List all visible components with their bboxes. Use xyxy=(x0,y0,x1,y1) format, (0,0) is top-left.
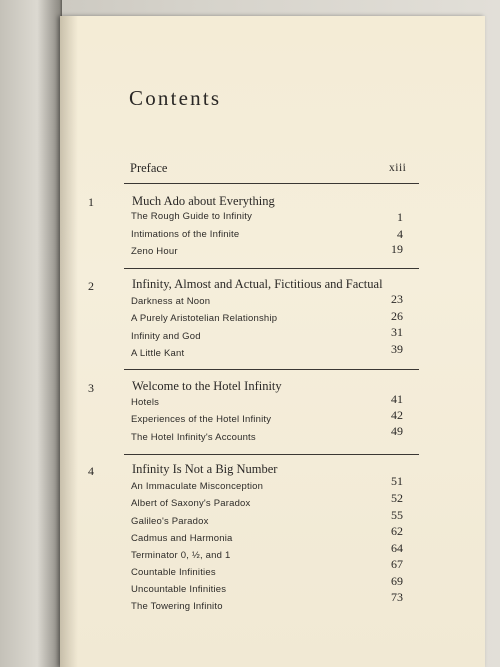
section-label: Darkness at Noon xyxy=(131,296,211,307)
section-label: Galileo's Paradox xyxy=(131,516,209,527)
section-label: Cadmus and Harmonia xyxy=(131,533,233,544)
section-page: 19 xyxy=(391,242,403,256)
section-page: 64 xyxy=(391,541,403,555)
section-label: The Rough Guide to Infinity xyxy=(131,211,253,222)
chapter-title: Infinity Is Not a Big Number xyxy=(132,462,278,476)
section-page: 42 xyxy=(391,408,403,422)
section-page: 39 xyxy=(391,342,403,356)
section-label: Experiences of the Hotel Infinity xyxy=(131,414,272,425)
section-label: Hotels xyxy=(131,397,160,408)
section-label: Uncountable Infinities xyxy=(131,584,227,595)
chapter-title: Infinity, Almost and Actual, Fictitious and Factual xyxy=(132,277,383,291)
section-label: Countable Infinities xyxy=(131,567,216,578)
chapter-title: Much Ado about Everything xyxy=(132,194,275,208)
chapter-number: 3 xyxy=(88,381,94,395)
section-page: 55 xyxy=(391,508,403,522)
chapter-number: 2 xyxy=(88,279,94,293)
chapter-divider-4 xyxy=(124,454,419,455)
section-label: An Immaculate Misconception xyxy=(131,481,264,492)
section-label: The Hotel Infinity's Accounts xyxy=(131,432,256,443)
section-page: 69 xyxy=(391,574,403,588)
section-page: 52 xyxy=(391,491,403,505)
section-page: 26 xyxy=(391,309,403,323)
section-page: 73 xyxy=(391,590,403,604)
preface-page-number: xiii xyxy=(389,162,407,174)
chapter-number: 4 xyxy=(88,464,94,478)
section-page: 23 xyxy=(391,292,403,306)
page-gutter-shadow xyxy=(60,16,78,667)
section-label: Terminator 0, ½, and 1 xyxy=(131,550,231,561)
facing-page-edge xyxy=(0,0,62,667)
section-page: 51 xyxy=(391,474,403,488)
section-page: 62 xyxy=(391,524,403,538)
chapter-divider-3 xyxy=(124,369,419,370)
section-label: A Little Kant xyxy=(131,348,185,359)
book-page xyxy=(60,16,485,667)
section-label: The Towering Infinito xyxy=(131,601,223,612)
chapter-title: Welcome to the Hotel Infinity xyxy=(132,379,282,393)
section-page: 49 xyxy=(391,424,403,438)
section-label: Albert of Saxony's Paradox xyxy=(131,498,251,509)
section-page: 41 xyxy=(391,392,403,406)
chapter-divider-1 xyxy=(124,183,419,184)
section-label: Intimations of the Infinite xyxy=(131,229,240,240)
section-page: 1 xyxy=(397,210,403,224)
chapter-divider-2 xyxy=(124,268,419,269)
section-page: 67 xyxy=(391,557,403,571)
section-label: Infinity and God xyxy=(131,331,201,342)
contents-heading: Contents xyxy=(129,86,222,110)
section-label: A Purely Aristotelian Relationship xyxy=(131,313,278,324)
section-label: Zeno Hour xyxy=(131,246,178,257)
section-page: 31 xyxy=(391,325,403,339)
section-page: 4 xyxy=(397,227,403,241)
preface-label: Preface xyxy=(130,161,168,175)
chapter-number: 1 xyxy=(88,195,94,209)
